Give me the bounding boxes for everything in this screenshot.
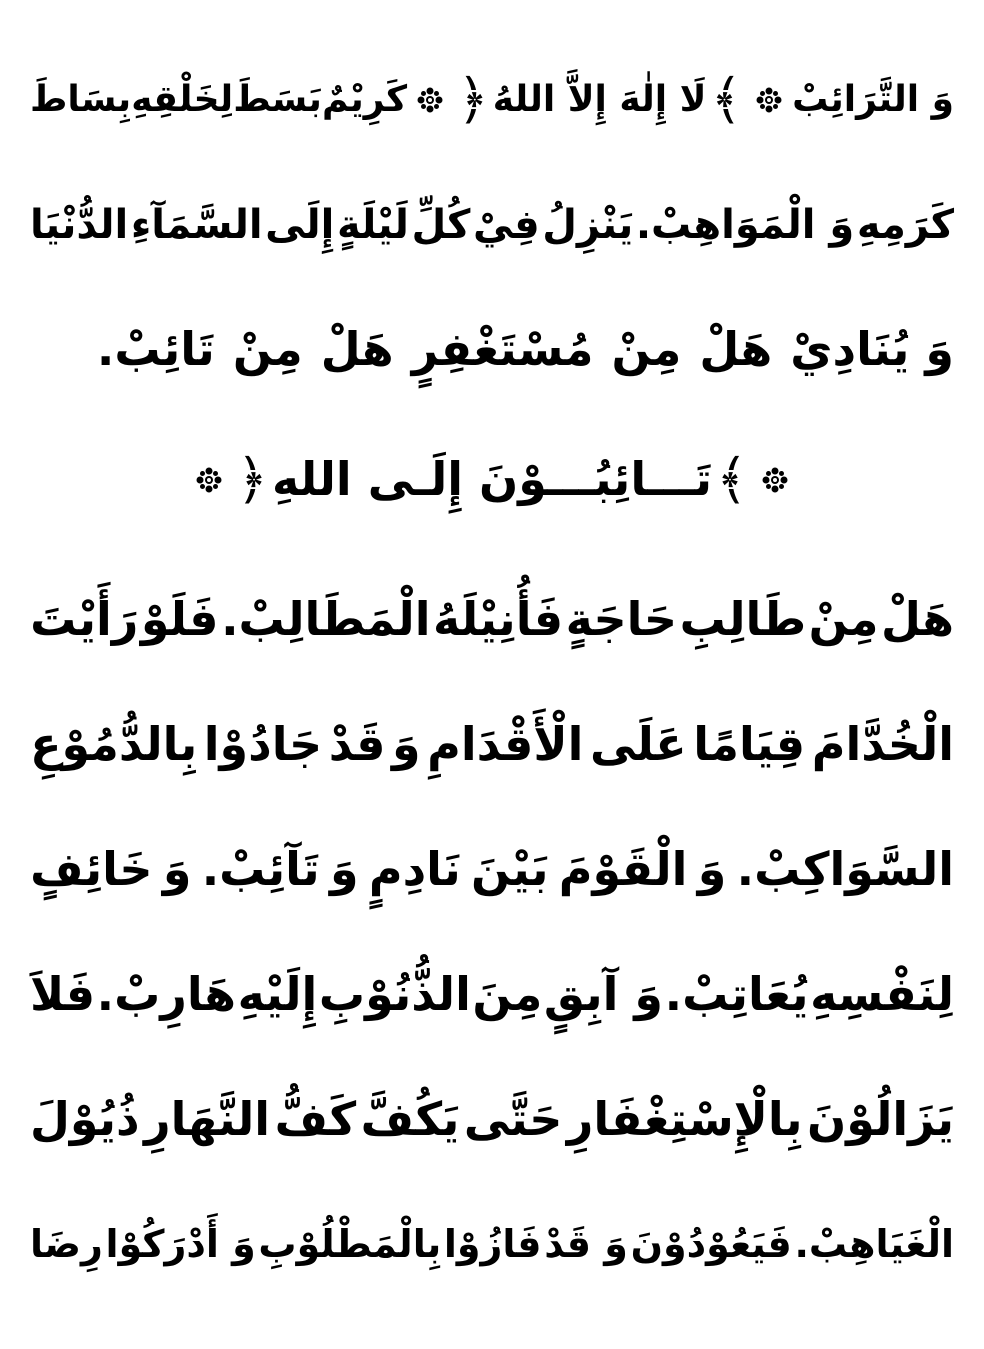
word: بَسَطَ	[233, 78, 322, 120]
word: بِالدُّمُوْعِ	[30, 717, 198, 772]
word: طَالِبِ	[679, 592, 807, 647]
word: هَلْ	[699, 322, 773, 377]
word: ذُيُوْلَ	[30, 1092, 140, 1147]
word: هَارِبْ.	[96, 967, 237, 1022]
word: كَفُّ	[274, 1092, 357, 1147]
word: فَلاَ	[30, 967, 96, 1022]
word: بَيْنَ	[471, 842, 549, 897]
word: وَ آبِقٍ	[543, 967, 664, 1022]
word: يُعَاتِبْ.	[664, 967, 809, 1022]
quoted-phrase	[407, 65, 792, 135]
text-line	[30, 290, 954, 410]
word: الْأَقْدَامِ	[427, 717, 584, 772]
word: وَ	[162, 842, 192, 897]
text-line	[30, 935, 954, 1055]
word: بِالْمَطْلُوْبِ	[258, 1222, 442, 1267]
word: قِيَامًا	[693, 717, 806, 772]
word: مُسْتَغْفِرٍ	[411, 322, 594, 377]
word: نَادِمٍ	[368, 842, 461, 897]
word: وَ الْمَوَاهِبْ.	[635, 202, 855, 248]
word: فَلَوْ	[140, 592, 219, 647]
word: حَاجَةٍ	[565, 592, 678, 647]
word: النَّهَارِ	[144, 1092, 271, 1147]
word: السَّوَاكِبْ.	[736, 842, 954, 897]
text-line	[30, 810, 954, 930]
word: هَلْ	[320, 322, 394, 377]
word: مِنْ	[611, 322, 682, 377]
flower-ornament-icon	[413, 83, 447, 117]
word: وَ	[697, 842, 727, 897]
word: إِلَيْهِ	[237, 967, 318, 1022]
text-line	[30, 685, 954, 805]
word: يَنْزِلُ	[542, 202, 634, 248]
word: الذُّنُوْبِ	[318, 967, 471, 1022]
word: وَ أَدْرَكُوْا	[105, 1222, 256, 1267]
word: وَ يُنَادِيْ	[790, 322, 954, 377]
word: هَلْ	[881, 592, 954, 647]
word: وَ قَدْ	[544, 1222, 628, 1267]
word: رِضَا	[30, 1222, 103, 1267]
word: الدُّنْيَا	[30, 202, 129, 248]
word: لِخَلْقِهِ	[131, 78, 234, 120]
word: رَأَيْتَ	[30, 592, 139, 647]
word: الْخُدَّامَ	[811, 717, 954, 772]
word: خَائِفٍ	[30, 842, 153, 897]
flower-ornament-icon	[192, 463, 226, 497]
word: كَرِيْمٌ	[321, 78, 408, 120]
heading-phrase	[186, 445, 797, 515]
text-line	[30, 560, 954, 680]
flower-ornament-icon	[752, 83, 786, 117]
word: إِلَى	[265, 202, 335, 248]
heading-text: تَـــائِبُـــوْنَ إِلَـى اللهِ	[271, 452, 713, 507]
text-line	[30, 1060, 954, 1180]
section-heading	[30, 420, 954, 540]
word: جَادُوْا	[203, 717, 323, 772]
word: حَتَّى	[463, 1092, 563, 1147]
word: مِنْ	[232, 322, 303, 377]
word: بِسَاطَ	[30, 78, 132, 120]
word: فَازُوْا	[443, 1222, 542, 1267]
word: فَأُنِيْلَهُ	[432, 592, 564, 647]
word: السَّمَآءِ	[130, 202, 263, 248]
word: وَ التَّرَائِبْ	[792, 78, 954, 120]
quoted-text: لَا إِلٰهَ إِلاَّ اللهُ	[492, 78, 707, 120]
text-line	[30, 1185, 954, 1305]
word: يَكُفَّ	[360, 1092, 460, 1147]
word: مِنَ	[472, 967, 543, 1022]
word: لِنَفْسِهِ	[810, 967, 954, 1022]
word: تَآئِبْ.	[201, 842, 320, 897]
word: وَ	[392, 717, 421, 772]
text-line	[30, 165, 954, 285]
word: كَرَمِهِ	[856, 202, 954, 248]
text-line	[30, 40, 954, 160]
word: كُلِّ	[411, 202, 471, 248]
word: تَائِبْ.	[96, 322, 215, 377]
flower-ornament-icon	[758, 463, 792, 497]
word: فَيَعُوْدُوْنَ	[630, 1222, 792, 1267]
word: عَلَى	[589, 717, 687, 772]
word: فِيْ	[473, 202, 540, 248]
ornate-bracket-open: ﴾	[716, 447, 748, 511]
word: مِنْ	[808, 592, 879, 647]
word: الْقَوْمَ	[558, 842, 688, 897]
ornate-bracket-close: ﴿	[457, 67, 489, 131]
word: وَ	[329, 842, 359, 897]
word: قَدْ	[328, 717, 386, 772]
ornate-bracket-close: ﴿	[236, 447, 268, 511]
ornate-bracket-open: ﴾	[710, 67, 743, 131]
word: الْمَطَالِبْ.	[221, 592, 431, 647]
word: بِالْإِسْتِغْفَارِ	[566, 1092, 803, 1147]
word: الْغَيَاهِبْ.	[794, 1222, 954, 1267]
word: يَزَالُوْنَ	[806, 1092, 954, 1147]
word: لَيْلَةٍ	[336, 202, 409, 248]
